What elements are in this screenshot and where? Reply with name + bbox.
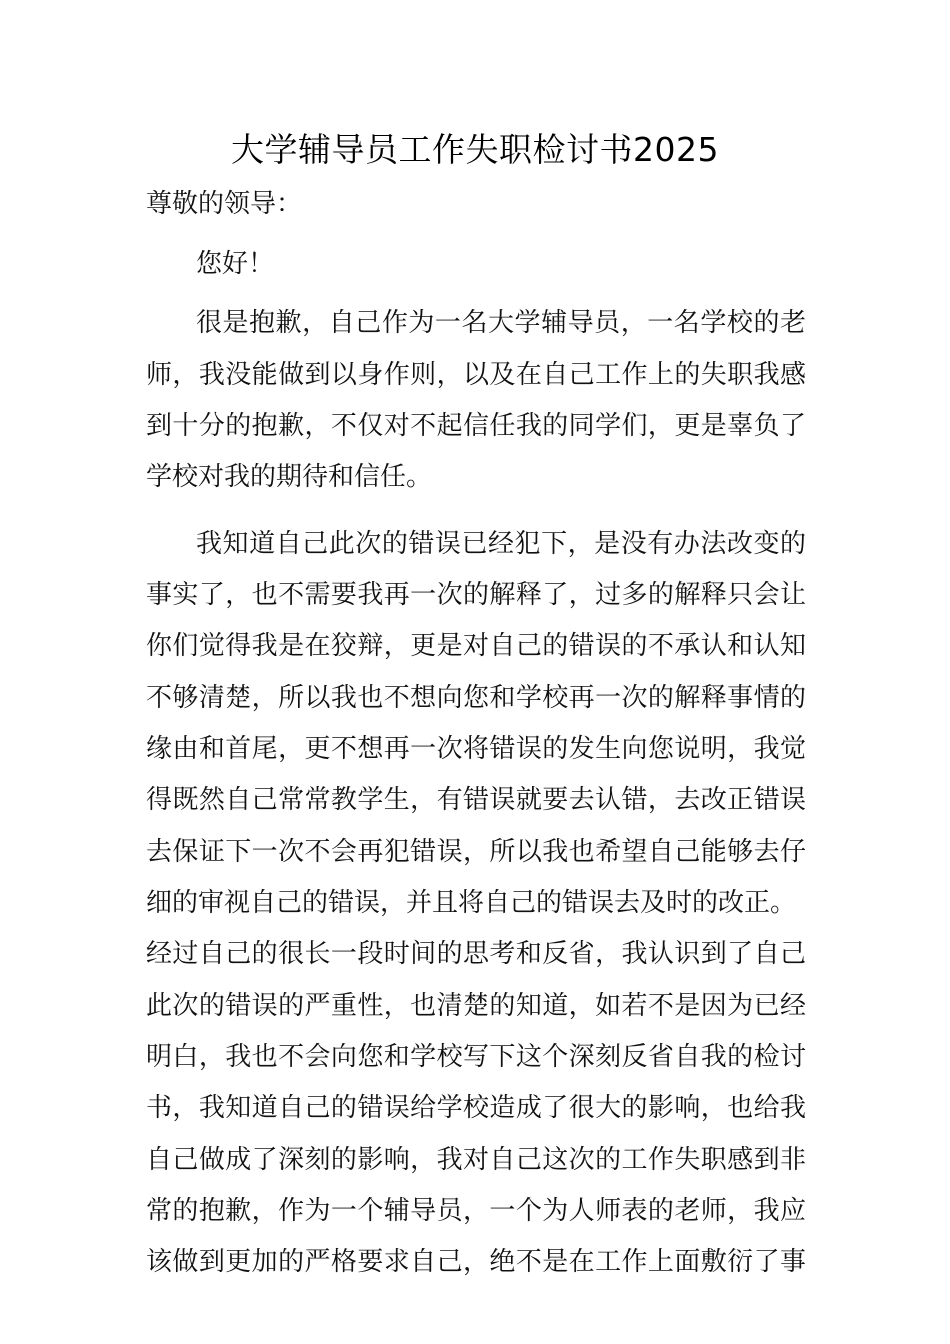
paragraph-line: 到十分的抱歉，不仅对不起信任我的同学们，更是辜负了 — [146, 411, 806, 441]
document-title: 大学辅导员工作失职检讨书2025 — [231, 130, 719, 169]
paragraph-line: 经过自己的很长一段时间的思考和反省，我认识到了自己 — [146, 939, 806, 969]
paragraph-line: 学校对我的期待和信任。 — [146, 462, 433, 492]
paragraph-line: 事实了，也不需要我再一次的解释了，过多的解释只会让 — [146, 580, 806, 610]
paragraph-line: 不够清楚，所以我也不想向您和学校再一次的解释事情的 — [146, 683, 806, 713]
paragraph-line: 书，我知道自己的错误给学校造成了很大的影响，也给我 — [146, 1093, 806, 1123]
salutation: 尊敬的领导： — [146, 189, 303, 219]
paragraph-line: 该做到更加的严格要求自己，绝不是在工作上面敷衍了事 — [146, 1247, 806, 1277]
paragraph-line: 你们觉得我是在狡辩，更是对自己的错误的不承认和认知 — [146, 631, 806, 661]
paragraph-line: 缘由和首尾，更不想再一次将错误的发生向您说明，我觉 — [146, 734, 806, 764]
paragraph-line: 常的抱歉，作为一个辅导员，一个为人师表的老师，我应 — [146, 1196, 806, 1226]
paragraph-line: 师，我没能做到以身作则，以及在自己工作上的失职我感 — [146, 360, 806, 390]
paragraph-line: 此次的错误的严重性，也清楚的知道，如若不是因为已经 — [146, 991, 806, 1021]
paragraph-line: 细的审视自己的错误，并且将自己的错误去及时的改正。 — [146, 888, 797, 918]
paragraph-line: 很是抱歉，自己作为一名大学辅导员，一名学校的老 — [196, 308, 806, 338]
paragraph-line: 明白，我也不会向您和学校写下这个深刻反省自我的检讨 — [146, 1042, 806, 1072]
paragraph-line: 去保证下一次不会再犯错误，所以我也希望自己能够去仔 — [146, 837, 806, 867]
paragraph-line: 我知道自己此次的错误已经犯下，是没有办法改变的 — [196, 529, 806, 559]
paragraph-line: 得既然自己常常教学生，有错误就要去认错，去改正错误 — [146, 785, 806, 815]
greeting: 您好！ — [196, 249, 275, 279]
paragraph-line: 自己做成了深刻的影响，我对自己这次的工作失职感到非 — [146, 1145, 806, 1175]
